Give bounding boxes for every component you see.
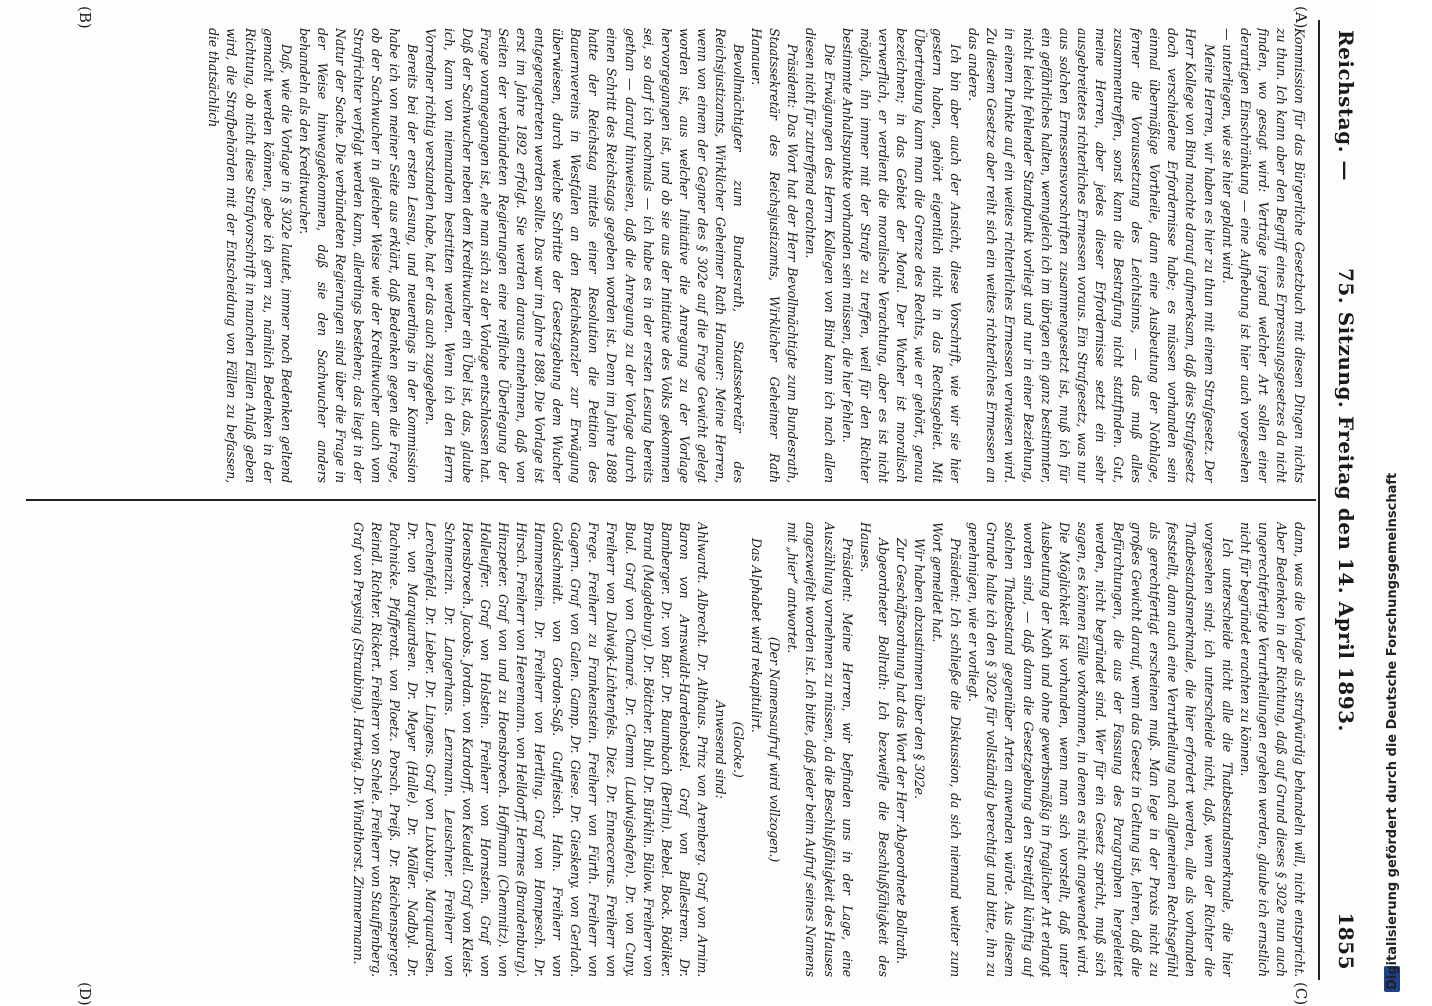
paragraph: dann, was die Vorlage als strafwürdig behandeln will, nicht entspricht. Aber Bedenken in der Richtung, daß auf Grund dieses § 302e nun auch ungerechtfertigte Verurtheilungen ergehen werden, glaube ich ernstlich nicht für begründet erachten zu können. [1237,522,1307,977]
left-column [28,28,1308,483]
margin-marker-c: (C) [1292,982,1310,1006]
paragraph: Kommission für das Bürgerliche Gesetzbuch mit diesen Dingen nichts zu thun. Ich kann aber den Begriff eines Erpressungsgesetzes da nicht finden, wo gesagt wird: Verträge irgend welcher Art sollen einer derartigen Einschränkung — eine Aufhebung ist hier auch vorgesehen — unterliegen, wie sie hier geplant wird. [1219,28,1307,483]
page-header [1326,30,1366,970]
speaker-paragraph: Präsident: Meine Herren, wir befinden uns in der Lage, eine Auszählung vornehmen zu müssen, da die Beschlußfähigkeit des Hauses angezweifelt worden ist. Ich bitte, daß jeder beim Aufruf seines Namens mit „hier“ antwortet. [785,522,855,977]
attendance-roll: Ahlwardt. Albrecht. Dr. Althaus. Prinz von Arenberg. Graf von Arnim. Baron von Arnswaldt-Hardenbostel. Graf von Ballestrem. Dr. Bamberger. Dr. von Bar. Dr. Baumbach (Berlin). Bebel. Bock. Bödiker. Brand (Magdeburg). Dr. Böttcher. Buhl. Dr. Bürklin. Bülow. Freiherr von Buol. Graf von Chamaré. Dr. Clemm (Ludwigshafen). Dr. von Cuny. Freiherr von Dalwigk-Lichtenfels. Diez. Dr. Enneccerus. Freiherr von Frege. Freiherr zu Frankenstein. Freiherr von Fürth. Freiherr von Gagern. Graf von Galen. Gamp. Dr. Giese. Dr. Gieskeny. von Gerlach. Goldschmidt. von Gordon-Saß. Gutfleisch. Hahn. Freiherr von Hammerstein. Dr. Freiherr von Hertling. Graf von Hompesch. Dr. Hirsch. Freiherr von Heeremann. von Helldorff. Hermes (Brandenburg). Hinzpeter. Graf von und zu Hoensbroech. Hoffmann (Chemnitz). von Holleuffer. Graf von Holstein. Freiherr von Hornstein. Graf von Hoensbroech. Jacobs. Jordan. von Kardorff. von Keudell. Graf von Kleist-Schmenzin. Dr. Langerhans. Lenzmann. Leuschner. Freiherr von Lerchenfeld. Dr. Lieber. Dr. Lingens. Graf von Luxburg. Marquardsen. Dr. von Marquardsen. Dr. Meyer (Halle). Dr. Möller. Nadbyl. Dr. Pachnicke. Pfafferott. von Ploetz. Porsch. Preiß. Dr. Reichensperger. Reindl. Richter. Rickert. Freiherr von Schele. Freiherr von Stauffenberg. Graf von Preysing (Straubing). Hartwig. Dr. Windthorst. Zimmermann. [351,522,710,977]
paragraph: Daß, wie die Vorlage in § 302e lautet, immer noch Bedenken geltend gemacht werden können, gebe ich gern zu, nämlich Bedenken in der Richtung, ob nicht diese Strafvorschrift in manchen Fällen Anlaß geben wird, die Strafbehörden mit der Entscheidung von Fällen zu befassen, die thatsächlich [206,28,294,483]
margin-marker-b: (B) [76,6,94,29]
digitization-strip [1374,0,1432,1000]
paragraph: Bereits bei der ersten Lesung, und neuerdings in der Kommission habe ich von meiner Seite aus erklärt, daß Bedenken gegen die Frage, ob der Sachwucher in gleicher Weise wie der Kreditwucher auch vom Strafrichter verfolgt werden kann, allerdings bestehen; das liegt in der Natur der Sache. Die verbündeten Regierungen sind über die Frage in der Weise hinweggekommen, daß sie den Sachwucher anders behandeln als den Kreditwucher. [296,28,421,483]
header-page-number: 1855 [1334,912,1358,970]
roll-heading: Anwesend sind: [713,700,728,799]
stage-direction: (Glocke.) [731,721,747,778]
speaker-paragraph: Abgeordneter Bollrath: Ich bezweifle die Beschlußfähigkeit des Hauses. [857,522,891,977]
speaker-paragraph: Präsident: Ich schließe die Diskussion, da sich niemand weiter zum Wort gemeldet hat. [930,522,964,977]
header-center: 75. Sitzung. Freitag den 14. April 1893. [1334,267,1358,733]
paragraph: Das Alphabet wird rekapitulirt. [749,538,765,733]
paragraph: Ich unterscheide nicht alle die Thatbestandsmerkmale, die hier vorgesehen sind; ich unterscheide nicht, daß, wenn der Richter die Thatbestandsmerkmale, die hier erfordert werden, alle als vorhanden feststellt, dann auch eine Verurtheilung nach allgemeinen Rechtsgefühl als gerechtfertigt erscheinen muß. Man lege in der Praxis nicht zu großes Gewicht darauf, wenn das Gesetz in Geltung ist, lehren, daß die Befürchtungen, die aus der Fassung des Paragraphen hergeleitet werden, nicht begründet sind. Wer für ein Gesetz spricht, muß sich sagen, es können Fälle vorkommen, in denen es nicht angewendet wird. Die Möglichkeit ist vorhanden, wenn man sich vorstellt, daß unter Ausbeutung der Noth und ohne gewerbsmäßig in fraglicher Art erlangt worden sind, — daß dann die Gesetzgebung den Streitfall künftig auf solchen Thatbestand gegenüber Arten anwenden würde. Aus diesem Grunde halte ich den § 302e für vollständig berechtigt und bitte, ihn zu genehmigen, wie er vorliegt. [966,522,1235,977]
paragraph: Ich bin aber auch der Ansicht, diese Vorschrift, wie wir sie hier gestern haben, gehört eigentlich nicht in das Rechtsgebiet. Mit Übertreibung kann man die Grenze des Rechts, wie er gehört, genau bezeichnen; in das Gebiet der Moral. Der Wucher ist moralisch verwerflich, er verdient die moralische Verachtung, aber es ist nicht möglich, ihn immer mit der Strafe zu treffen, weil für den Richter bestimmte Anhaltspunkte vorhanden sein müssen, die hier fehlen. [839,28,964,483]
header-rule [1318,20,1320,980]
paragraph: Die Erwägungen des Herrn Kollegen von Bind kann ich nach allen diesen nicht für zutreffend erachten. [803,28,837,483]
paragraph: Zur Geschäftsordnung hat das Wort der Herr Abgeordnete Bollrath. [893,538,909,964]
margin-marker-d: (D) [76,982,94,1006]
paragraph: Wir haben abzustimmen über den § 302e. [912,538,928,799]
stage-direction: (Der Namensaufruf wird vollzogen.) [767,636,783,863]
paragraph: Meine Herren, wir haben es hier zu thun mit einem Strafgesetz. Der Herr Kollege von Bind machte darauf aufmerksam, daß dies Strafgesetz doch verschiedene Erfordernisse habe; es müssen vorhanden sein einmal übermäßige Vortheile, dann eine Ausbeutung der Nothlage, ferner die Voraussetzung des Leichtsinns, — das muß alles zusammentreffen, sonst kann die Bestrafung nicht stattfinden. Gut, meine Herren, aber jedes dieser Erfordernisse setzt ein sehr ausgebreitetes richterliches Ermessen voraus. Ein Strafgesetz, was nur aus solchen Ermessensvorschriften zusammengesetzt ist, muß ich für ein gefährliches halten, wenngleich ich im übrigen ein ganz bestimmter, nicht leicht fehlender Standpunkt vorliegt und nur in einer Beziehung, in einem Punkte auf ein weites richterliches Ermessen verwiesen wird. Zu diesem Gesetze aber reiht sich ein weites richterliches Ermessen an das andere. [966,28,1217,483]
right-column [28,522,1308,977]
speaker-paragraph: Präsident: Das Wort hat der Herr Bevollmächtigte zum Bundesrath, Staatssekretär des Reichsjustizamts, Wirklicher Geheimer Rath Hanauer. [749,28,801,483]
digitization-notice: Digitalisierung gefördert durch die Deutsche Forschungsgemeinschaft [1385,472,1400,990]
column-divider [26,499,1316,501]
speaker-paragraph: Bevollmächtigter zum Bundesrath, Staatssekretär des Reichsjustizamts, Wirklicher Geheimer Rath Hanauer: Meine Herren, wenn von einem der Gegner des § 302e auf die Frage Gewicht gelegt worden ist, aus welcher Initiative die Anregung zu der Vorlage hervorgegangen ist, und ob sie aus der Initiative des Volks gekommen sei, so darf ich nochmals — ich habe es in der ersten Lesung bereits gethan — darauf hinweisen, daß die Anregung zu der Vorlage durch einen Schritt des Reichstags gegeben worden ist. Denn im Jahre 1888 hatte der Reichstag mittels einer Resolution die Petition des Bauernvereins in Westfalen an den Reichskanzler zur Erwägung überwiesen, durch welche Schritte der Gesetzgebung dem Wucher entgegengetreten werden sollte. Das war im Jahre 1888. Die Vorlage ist erst im Jahre 1892 erfolgt. Sie werden daraus entnehmen, daß von Seiten der verbündeten Regierungen eine reifliche Überlegung der Frage vorangegangen ist, ehe man sich zu der Vorlage entschlossen hat. Daß der Sachwucher neben dem Kreditwucher ein Übel ist, das, glaube ich, kann von niemandem bestritten werden. Wenn ich den Herrn Vorredner richtig verstanden habe, hat er das auch zugegeben. [423,28,747,483]
margin-marker-a: (A) [1292,6,1310,29]
header-left: Reichstag. — [1334,30,1358,182]
